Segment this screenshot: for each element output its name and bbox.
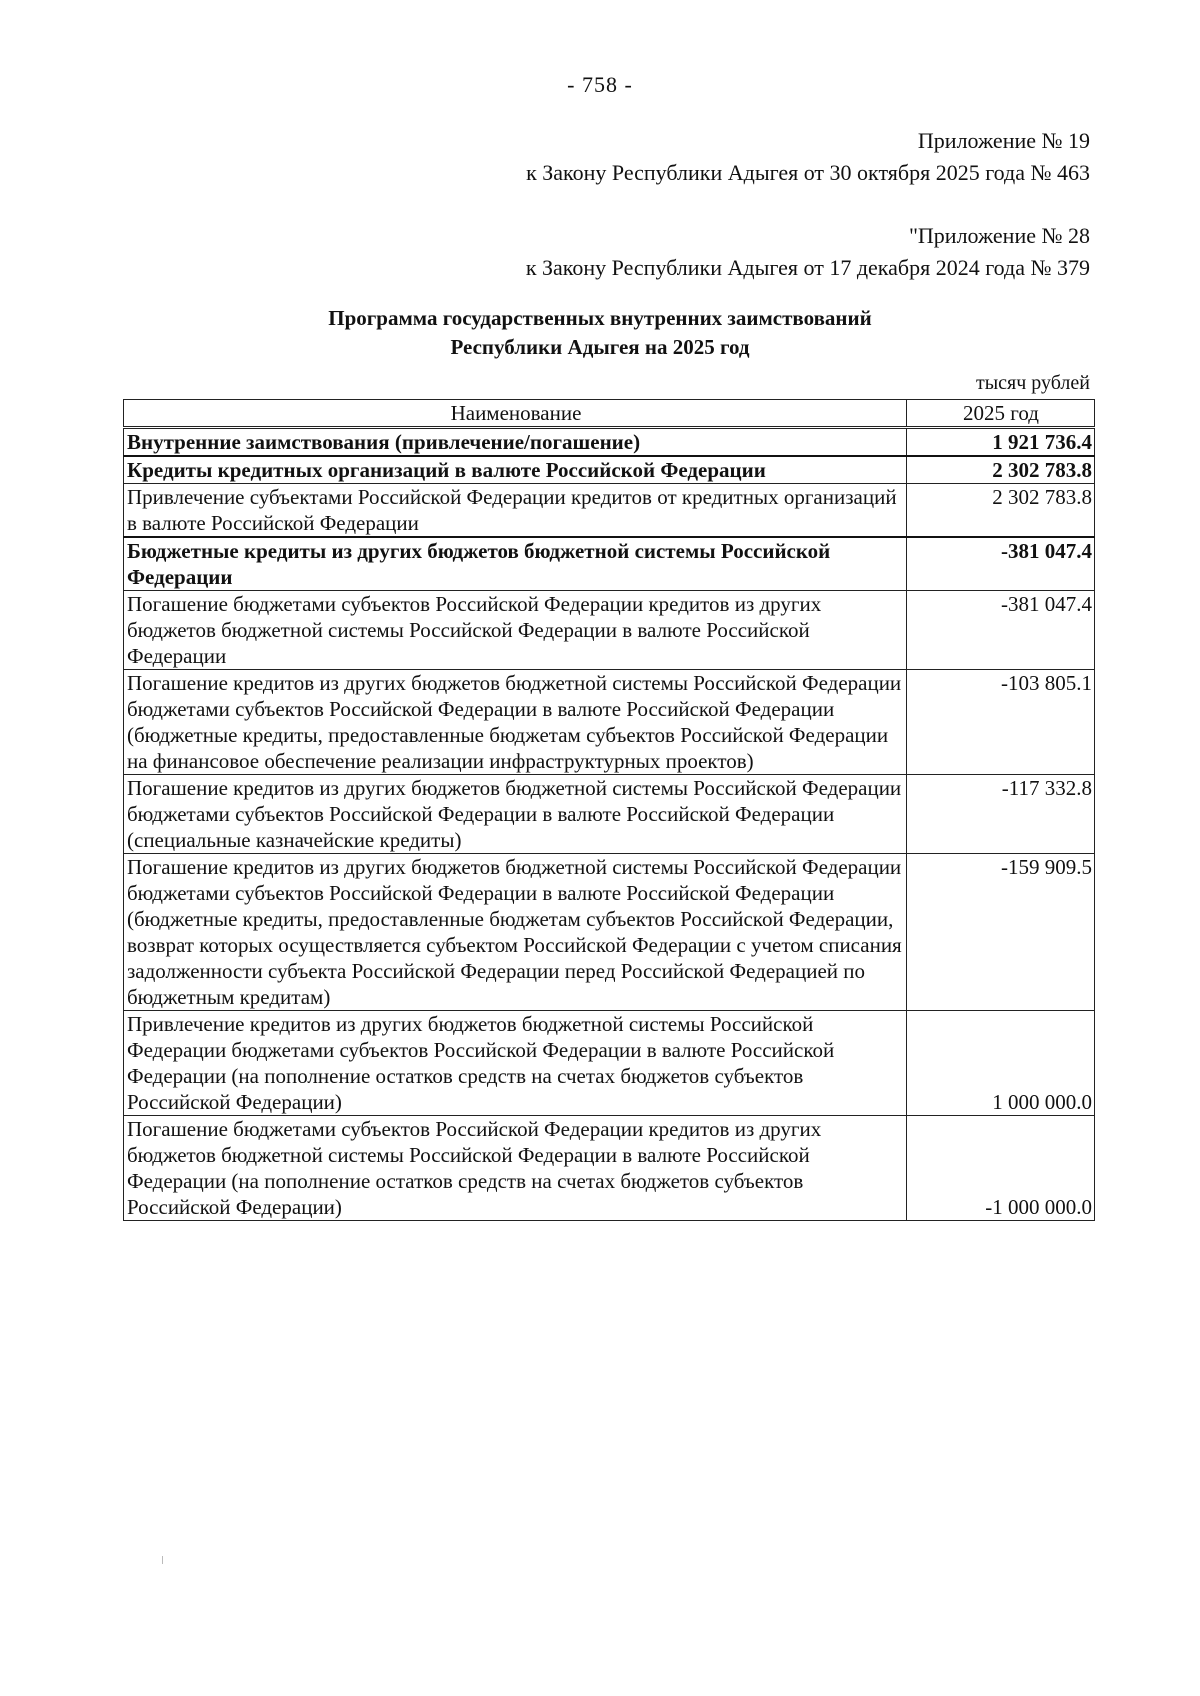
- page-number: - 758 -: [567, 72, 633, 97]
- row-name: Бюджетные кредиты из других бюджетов бюджетной системы Российской Федерации: [124, 537, 907, 591]
- row-value: -159 909.5: [907, 854, 1095, 1011]
- row-name: Внутренние заимствования (привлечение/погашение): [124, 428, 907, 457]
- header-name: Наименование: [124, 400, 907, 428]
- table-row: [124, 1116, 1095, 1221]
- attachment-current: [526, 125, 1090, 189]
- table-row: [124, 1011, 1095, 1116]
- row-value: -381 047.4: [907, 591, 1095, 670]
- row-value: 1 000 000.0: [907, 1011, 1095, 1116]
- row-name: Погашение бюджетами субъектов Российской Федерации кредитов из других бюджетов бюджетной системы Российской Федерации в валюте Российской Федерации (на пополнение остатков средств на счетах бюджетов субъектов Российской Федерации): [124, 1116, 907, 1221]
- table-row: [124, 670, 1095, 775]
- row-name: Привлечение субъектами Российской Федерации кредитов от кредитных организаций в валюте Российской Федерации: [124, 484, 907, 538]
- document-title: [0, 304, 1200, 362]
- row-name: Погашение кредитов из других бюджетов бюджетной системы Российской Федерации бюджетами субъектов Российской Федерации в валюте Российской Федерации (специальные казначейские кредиты): [124, 775, 907, 854]
- row-value: -1 000 000.0: [907, 1116, 1095, 1221]
- row-name: Кредиты кредитных организаций в валюте Российской Федерации: [124, 456, 907, 484]
- table-row: [124, 484, 1095, 538]
- row-name: Привлечение кредитов из других бюджетов бюджетной системы Российской Федерации бюджетами субъектов Российской Федерации в валюте Российской Федерации (на пополнение остатков средств на счетах бюджетов субъектов Российской Федерации): [124, 1011, 907, 1116]
- table-row: [124, 428, 1095, 457]
- table-row: [124, 591, 1095, 670]
- header-year: 2025 год: [907, 400, 1095, 428]
- table-row: [124, 854, 1095, 1011]
- document-title-line1: Программа государственных внутренних заимствований: [328, 306, 872, 330]
- document-title-line2: Республики Адыгея на 2025 год: [450, 335, 750, 359]
- row-name: Погашение кредитов из других бюджетов бюджетной системы Российской Федерации бюджетами субъектов Российской Федерации в валюте Российской Федерации (бюджетные кредиты, предоставленные бюджетам субъектов Российской Федерации, возврат которых осуществляется субъектом Российской Федерации с учетом списания задолженности субъекта Российской Федерации перед Российской Федерацией по бюджетным кредитам): [124, 854, 907, 1011]
- attachment-amended: [526, 220, 1090, 284]
- borrowing-table: [123, 399, 1095, 1221]
- table-header-row: [124, 400, 1095, 428]
- table-row: [124, 537, 1095, 591]
- table-row: [124, 775, 1095, 854]
- row-value: 2 302 783.8: [907, 484, 1095, 538]
- row-name: Погашение кредитов из других бюджетов бюджетной системы Российской Федерации бюджетами субъектов Российской Федерации в валюте Российской Федерации (бюджетные кредиты, предоставленные бюджетам субъектов Российской Федерации на финансовое обеспечение реализации инфраструктурных проектов): [124, 670, 907, 775]
- attachment-current-law: к Закону Республики Адыгея от 30 октября 2025 года № 463: [526, 160, 1090, 185]
- row-name: Погашение бюджетами субъектов Российской Федерации кредитов из других бюджетов бюджетной системы Российской Федерации в валюте Российской Федерации: [124, 591, 907, 670]
- scan-mark: [162, 1556, 163, 1564]
- row-value: 1 921 736.4: [907, 428, 1095, 457]
- row-value: 2 302 783.8: [907, 456, 1095, 484]
- units-label: тысяч рублей: [975, 372, 1090, 394]
- attachment-amended-number: "Приложение № 28: [908, 223, 1090, 248]
- row-value: -103 805.1: [907, 670, 1095, 775]
- attachment-amended-law: к Закону Республики Адыгея от 17 декабря 2024 года № 379: [525, 255, 1090, 280]
- table-row: [124, 456, 1095, 484]
- attachment-current-number: Приложение № 19: [917, 128, 1090, 153]
- row-value: -117 332.8: [907, 775, 1095, 854]
- row-value: -381 047.4: [907, 537, 1095, 591]
